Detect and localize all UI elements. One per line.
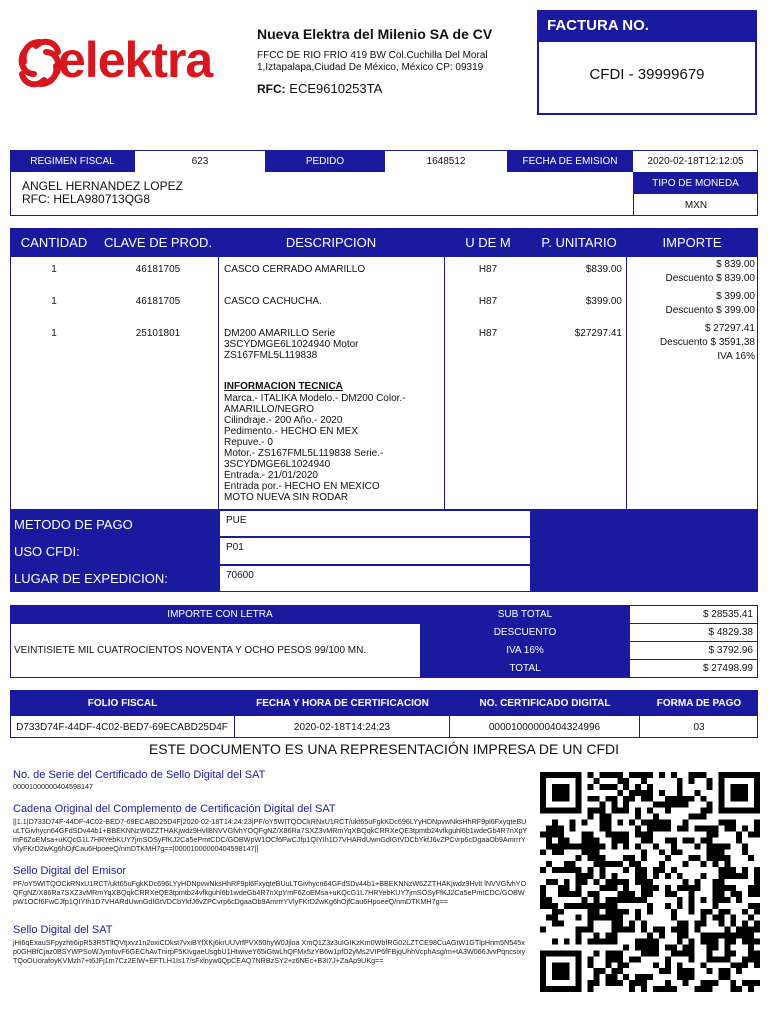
total-label: TOTAL	[509, 663, 541, 674]
tech-info-lines: Marca.- ITALIKA Modelo.- DM200 Color.- AMARILLO/NEGRO Cilindraje.- 200 Año.- 2020 Pedimento.- HECHO EN MEX Repuve.- 0 Motor.- ZS167FML5L119838 Serie.- 3SCYDMGE6L1024940 Entrada.- 21/01/2020 Entrada por.- HECHO EN MEXICO MOTO NUEVA SIN RODAR	[224, 393, 406, 503]
row-1-importe: $ 839.00 Descuento $ 839.00	[665, 259, 755, 284]
elektra-logo-icon	[18, 38, 62, 88]
metodo-pago-value: PUE	[219, 510, 531, 537]
lugar-expedicion-value: 70600	[219, 565, 531, 592]
row-3-importe: $ 27297.41 Descuento $ 3591.38 IVA 16%	[659, 323, 755, 362]
descuento-label: DESCUENTO	[493, 627, 557, 638]
client-rfc: RFC: HELA980713QG8	[22, 192, 151, 206]
brand-logo: elektra	[58, 32, 213, 88]
row-1-clave: 46181705	[135, 264, 181, 275]
folio-fiscal-label: FOLIO FISCAL	[87, 697, 158, 709]
row-1-um: H87	[478, 264, 498, 275]
row-2-um: H87	[478, 296, 498, 307]
row-2-cantidad: 1	[51, 296, 57, 307]
fecha-emision-label: FECHA DE EMISION	[507, 150, 633, 172]
company-name: Nueva Elektra del Milenio SA de CV	[257, 26, 493, 42]
row-2-clave: 46181705	[135, 296, 181, 307]
tech-info-title: INFORMACION TECNICA	[224, 381, 343, 392]
total-value: $ 27498.99	[630, 660, 757, 677]
amount-words-value: VEINTISIETE MIL CUATROCIENTOS NOVENTA Y OCHO PESOS 99/100 MN.	[14, 645, 367, 656]
fecha-emision-value: 2020-02-18T12:12:05	[647, 155, 744, 167]
fecha-cert-label: FECHA Y HORA DE CERTIFICACION	[256, 697, 429, 709]
cert-digital-value: 00001000000404324996	[450, 716, 640, 738]
metodo-pago-label: METODO DE PAGO	[14, 517, 133, 532]
row-3-desc: DM200 AMARILLO Serie 3SCYDMGE6L1024940 Motor ZS167FML5L119838	[224, 328, 359, 361]
qr-code-icon	[540, 772, 760, 992]
cadena-original-value: ||1.1|D733D74F-44DF-4C02-BED7-69ECABD25D4F|2020-02-18T14:24:23|PF/oY5WITQOCkRNxU1RCT/ukt65uFgkKDc696LYyHDNpvwNksHhRF9pl6FxyqteBUuLTGivhycn64GFdSDv44b1+BBEKNNzW6ZZTHAKjwdz9Hvll8NVVGfvhYOQFgNZ/X86Ra7SXZ3vMRmYqXBQqkCRRXeQE3tpmtb24vfkguhl6b1wdeGb4R7nXpYmF6ZoEMsa+uKQcG1L7HRYebKUY7jmSOSyFfKJ2Ca5ePmtCDC/GOBWpW1OCf6FwCJfp1QIYIh1D7VHARdUwnGdIGtVDCbYkfJ6vZPCvrp6cDgaaOb9AmrrrYVlyFKrD2wKg6hOjfCau6HpoeeQ/nmDTKMH7g==|00001000000404598147||	[13, 817, 528, 853]
invoice-number-label: FACTURA NO.	[537, 10, 757, 42]
iva-label: IVA 16%	[506, 645, 544, 656]
uso-cfdi-label: USO CFDI:	[14, 544, 80, 559]
row-1-punit: $839.00	[585, 264, 622, 275]
pedido-label: PEDIDO	[265, 150, 385, 172]
serie-cert-value: 00001000000404598147	[13, 782, 93, 791]
amount-words-label: IMPORTE CON LETRA	[10, 605, 430, 624]
col-divider	[218, 257, 219, 510]
col-clave: CLAVE DE PROD.	[103, 235, 213, 250]
row-3-punit: $27297.41	[574, 328, 622, 339]
company-address: FFCC DE RIO FRIO 419 BW Col.Cuchilla Del Moral 1,Iztapalapa,Ciudad De México, México CP: 09319	[257, 50, 488, 73]
folio-fiscal-value: D733D74F-44DF-4C02-BED7-69ECABD25D4F	[10, 716, 235, 738]
sello-emisor-value: PF/oY5WITQOCkRNxU1RCT/ukt65uFgkKDc696LYyHDNpvwNksHhRF9pl6FxyqteBUuLTGivhycn64GFdSDv44b1+BBEKNNzW6ZZTHAKjwdz9HvIt lNVVGfvhYOQFgNZ/X86Ra7SXZ3vMRmYqXBQqkCRRXeQE3tpmtb24vfkguhl6b1wdeGb4R7nXpYmF6ZoEMsa+uKQcG1L7HRYebKUY7jmSOSyFfKJ2Ca5ePmtCDC/GOBWpW1OCf6FwCJfp1QIYIh1D7VHARdUwnGdIGtVDCbYkfJ6vZPCvrp6cDgaaOb9AmrrrYVlyFKrD2wKg6hOjfCau6HpoeeQ/nmDTKMH7g==	[13, 879, 527, 906]
moneda-label: TIPO DE MONEDA	[633, 172, 758, 194]
serie-cert-title: No. de Serie del Certificado de Sello Digital del SAT	[13, 769, 266, 781]
regimen-label: REGIMEN FISCAL	[10, 150, 135, 172]
sello-sat-value: jHi6qExauSFpyzhti6ipR53R5TltQVtjxvz1n2oxiCDkst7vxiBYfXKj6krUUVrfPVX50hyW0Jjloa XmQ1Z3z3uIGIKzKm0WbfRG02LZTCE98CuAGtW1GTlpHnm5N545xp0GHBfCjaz0BSYWPSoWJymfuvF6GEChAvTnirpF5KIvgaeUsgbU1HtwiveY65iGtwLhQFMx5zYB6w1pfD2yMs2VIP6fFBjqUhhVcphAsg/m+tA3W066JvvPqncsixyTQoOUorafoyKVMzh7+t6JFj1m7Cz2EIW+EFTLH1Is17/sFxlnyw0QpCEAQ7NRBzSY2+z6NEc+B3I7J+ZaAp9UKg==	[13, 938, 526, 965]
col-divider	[444, 257, 445, 510]
client-block	[22, 180, 183, 206]
col-punitario: P. UNITARIO	[541, 235, 617, 250]
subtotal-value: $ 28535.41	[630, 606, 757, 623]
cert-digital-label: NO. CERTIFICADO DIGITAL	[479, 697, 611, 709]
client-name: ANGEL HERNANDEZ LOPEZ	[22, 179, 183, 193]
row-2-punit: $399.00	[585, 296, 622, 307]
col-descripcion: DESCRIPCION	[285, 235, 377, 250]
iva-value: $ 3792.96	[630, 642, 757, 659]
forma-pago-value: 03	[693, 721, 705, 733]
sello-emisor-title: Sello Digital del Emisor	[13, 865, 127, 877]
row-2-importe: $ 399.00 Descuento $ 399.00	[665, 291, 755, 316]
subtotal-label: SUB TOTAL	[497, 609, 553, 620]
fecha-cert-value: 2020-02-18T14:24:23	[235, 716, 450, 738]
regimen-value: 623	[191, 155, 209, 167]
descuento-value: $ 4829.38	[630, 624, 757, 641]
moneda-value: MXN	[633, 194, 758, 216]
row-3-clave: 25101801	[135, 328, 181, 339]
cadena-original-title: Cadena Original del Complemento de Certificación Digital del SAT	[13, 803, 336, 815]
representation-notice: ESTE DOCUMENTO ES UNA REPRESENTACIÓN IMPRESA DE UN CFDI	[148, 741, 620, 757]
lugar-expedicion-label: LUGAR DE EXPEDICION:	[14, 571, 168, 586]
row-3-cantidad: 1	[51, 328, 57, 339]
col-udm: U DE M	[465, 235, 511, 250]
sello-sat-title: Sello Digital del SAT	[13, 924, 113, 936]
row-1-desc: CASCO CERRADO AMARILLO	[224, 264, 366, 275]
company-rfc: RFC: ECE9610253TA	[257, 81, 383, 96]
col-importe: IMPORTE	[662, 235, 722, 250]
forma-pago-label: FORMA DE PAGO	[656, 697, 742, 709]
col-cantidad: CANTIDAD	[20, 235, 88, 250]
invoice-number: CFDI - 39999679	[589, 66, 705, 83]
row-3-um: H87	[478, 328, 498, 339]
row-1-cantidad: 1	[51, 264, 57, 275]
uso-cfdi-value: P01	[219, 537, 531, 565]
pedido-value: 1648512	[426, 155, 466, 167]
row-2-desc: CASCO CACHUCHA.	[224, 296, 322, 307]
